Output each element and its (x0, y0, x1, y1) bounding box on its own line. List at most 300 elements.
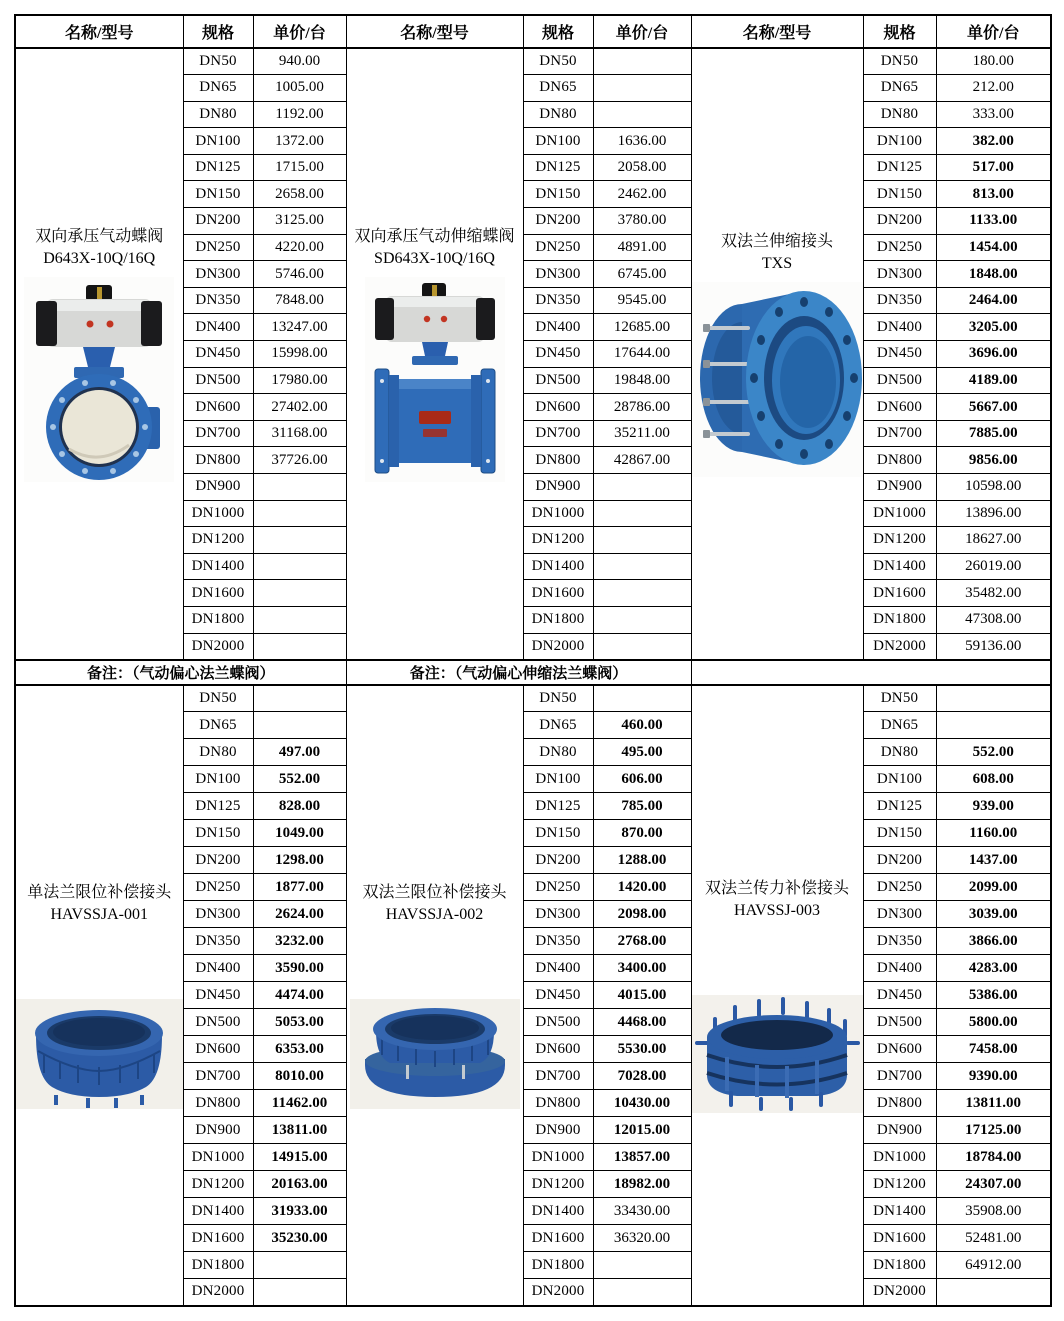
spec-cell: DN1000 (523, 1144, 593, 1171)
price-cell: 1298.00 (253, 847, 346, 874)
price-cell: 180.00 (936, 48, 1051, 75)
spec-cell: DN150 (183, 820, 253, 847)
spec-cell: DN150 (863, 820, 936, 847)
price-cell: 9856.00 (936, 447, 1051, 474)
price-cell: 2464.00 (936, 287, 1051, 314)
spec-cell: DN100 (183, 766, 253, 793)
spec-cell: DN600 (523, 1036, 593, 1063)
spec-cell: DN400 (863, 314, 936, 341)
price-cell: 12685.00 (593, 314, 691, 341)
price-cell: 1877.00 (253, 874, 346, 901)
spec-cell: DN1800 (183, 606, 253, 633)
price-cell: 2058.00 (593, 154, 691, 181)
price-cell (936, 712, 1051, 739)
price-cell (253, 474, 346, 501)
header-spec: 规格 (523, 15, 593, 48)
price-cell: 813.00 (936, 181, 1051, 208)
spec-cell: DN80 (863, 739, 936, 766)
product-name: 双法兰限位补偿接头 HAVSSJA-002 (362, 883, 507, 924)
price-cell: 35230.00 (253, 1225, 346, 1252)
spec-cell: DN1200 (183, 1171, 253, 1198)
price-cell: 33430.00 (593, 1198, 691, 1225)
spec-cell: DN300 (523, 261, 593, 288)
spec-cell: DN800 (183, 1090, 253, 1117)
price-cell: 24307.00 (936, 1171, 1051, 1198)
spec-cell: DN1000 (523, 500, 593, 527)
price-cell: 1160.00 (936, 820, 1051, 847)
spec-cell: DN1200 (863, 527, 936, 554)
table-row (15, 685, 1051, 712)
price-cell: 1049.00 (253, 820, 346, 847)
price-cell: 10598.00 (936, 474, 1051, 501)
spec-cell: DN200 (863, 847, 936, 874)
spec-cell: DN1200 (523, 527, 593, 554)
price-cell: 497.00 (253, 739, 346, 766)
spec-cell: DN1600 (523, 580, 593, 607)
spec-cell: DN400 (183, 955, 253, 982)
spec-cell: DN1400 (863, 1198, 936, 1225)
spec-cell: DN125 (523, 793, 593, 820)
header-price: 单价/台 (936, 15, 1051, 48)
spec-cell: DN300 (183, 901, 253, 928)
price-cell: 1715.00 (253, 154, 346, 181)
spec-cell: DN1600 (183, 580, 253, 607)
price-cell: 5667.00 (936, 394, 1051, 421)
price-cell: 35211.00 (593, 420, 691, 447)
spec-cell: DN125 (183, 793, 253, 820)
spec-cell: DN900 (523, 474, 593, 501)
price-cell: 15998.00 (253, 341, 346, 368)
price-cell (936, 1279, 1051, 1306)
price-cell: 13857.00 (593, 1144, 691, 1171)
spec-cell: DN600 (183, 394, 253, 421)
price-cell: 13896.00 (936, 500, 1051, 527)
product-image-double-flange-force-compensator (691, 995, 863, 1113)
spec-cell: DN250 (863, 234, 936, 261)
price-cell: 13811.00 (253, 1117, 346, 1144)
spec-cell: DN50 (863, 48, 936, 75)
spec-cell: DN2000 (523, 1279, 593, 1306)
spec-cell: DN800 (863, 447, 936, 474)
price-cell: 31933.00 (253, 1198, 346, 1225)
spec-cell: DN450 (183, 982, 253, 1009)
header-price: 单价/台 (253, 15, 346, 48)
spec-cell: DN250 (863, 874, 936, 901)
spec-cell: DN600 (523, 394, 593, 421)
spec-cell: DN400 (863, 955, 936, 982)
price-cell: 9390.00 (936, 1063, 1051, 1090)
price-cell: 52481.00 (936, 1225, 1051, 1252)
spec-cell: DN100 (863, 766, 936, 793)
price-cell: 1420.00 (593, 874, 691, 901)
price-cell: 4474.00 (253, 982, 346, 1009)
spec-cell: DN1600 (523, 1225, 593, 1252)
price-cell: 5530.00 (593, 1036, 691, 1063)
spec-cell: DN2000 (183, 1279, 253, 1306)
price-cell: 1636.00 (593, 128, 691, 155)
product-name: 单法兰限位补偿接头 HAVSSJA-001 (27, 883, 172, 924)
product-cell-double-flange-expansion-joint (691, 48, 863, 660)
spec-cell: DN600 (863, 394, 936, 421)
price-cell: 35908.00 (936, 1198, 1051, 1225)
price-cell: 9545.00 (593, 287, 691, 314)
price-cell: 333.00 (936, 101, 1051, 128)
price-cell: 47308.00 (936, 606, 1051, 633)
price-cell: 5746.00 (253, 261, 346, 288)
spec-cell: DN1600 (863, 580, 936, 607)
price-cell: 4468.00 (593, 1009, 691, 1036)
spec-cell: DN80 (523, 739, 593, 766)
price-cell: 13247.00 (253, 314, 346, 341)
price-cell: 8010.00 (253, 1063, 346, 1090)
price-cell: 6353.00 (253, 1036, 346, 1063)
spec-cell: DN1800 (863, 606, 936, 633)
product-image-pneumatic-telescopic-butterfly-valve (365, 277, 505, 482)
spec-cell: DN80 (183, 101, 253, 128)
spec-cell: DN65 (863, 75, 936, 102)
spec-cell: DN2000 (863, 1279, 936, 1306)
price-cell (593, 606, 691, 633)
spec-cell: DN200 (523, 208, 593, 235)
price-cell: 4220.00 (253, 234, 346, 261)
price-cell: 18982.00 (593, 1171, 691, 1198)
spec-cell: DN1000 (863, 500, 936, 527)
price-cell: 10430.00 (593, 1090, 691, 1117)
header-row (15, 15, 1051, 48)
spec-cell: DN700 (863, 1063, 936, 1090)
price-cell: 4283.00 (936, 955, 1051, 982)
price-cell (593, 553, 691, 580)
price-cell: 4189.00 (936, 367, 1051, 394)
price-cell: 1372.00 (253, 128, 346, 155)
price-cell: 870.00 (593, 820, 691, 847)
price-cell: 13811.00 (936, 1090, 1051, 1117)
price-cell: 1437.00 (936, 847, 1051, 874)
spec-cell: DN50 (523, 48, 593, 75)
spec-cell: DN200 (183, 847, 253, 874)
header-name: 名称/型号 (15, 15, 183, 48)
spec-cell: DN250 (183, 234, 253, 261)
price-cell: 495.00 (593, 739, 691, 766)
spec-cell: DN500 (863, 367, 936, 394)
price-cell: 2462.00 (593, 181, 691, 208)
price-cell: 6745.00 (593, 261, 691, 288)
spec-cell: DN100 (523, 128, 593, 155)
spec-cell: DN450 (863, 341, 936, 368)
price-cell: 7885.00 (936, 420, 1051, 447)
spec-cell: DN800 (523, 1090, 593, 1117)
price-cell: 17980.00 (253, 367, 346, 394)
price-cell: 42867.00 (593, 447, 691, 474)
spec-cell: DN350 (863, 287, 936, 314)
product-name: 双向承压气动蝶阀 D643X-10Q/16Q (35, 227, 164, 268)
price-cell (253, 606, 346, 633)
spec-cell: DN65 (183, 75, 253, 102)
spec-cell: DN900 (183, 474, 253, 501)
valve-price-table (14, 14, 1052, 1307)
price-cell (253, 685, 346, 712)
spec-cell: DN800 (863, 1090, 936, 1117)
table-row (15, 48, 1051, 75)
price-cell: 2768.00 (593, 928, 691, 955)
price-cell: 2624.00 (253, 901, 346, 928)
price-cell: 26019.00 (936, 553, 1051, 580)
spec-cell: DN65 (523, 75, 593, 102)
spec-cell: DN450 (863, 982, 936, 1009)
spec-cell: DN350 (863, 928, 936, 955)
price-cell: 2098.00 (593, 901, 691, 928)
spec-cell: DN700 (523, 1063, 593, 1090)
spec-cell: DN50 (863, 685, 936, 712)
spec-cell: DN600 (863, 1036, 936, 1063)
price-cell: 27402.00 (253, 394, 346, 421)
spec-cell: DN900 (183, 1117, 253, 1144)
price-cell: 3125.00 (253, 208, 346, 235)
price-cell: 3590.00 (253, 955, 346, 982)
spec-cell: DN1200 (523, 1171, 593, 1198)
spec-cell: DN200 (523, 847, 593, 874)
spec-cell: DN1800 (863, 1252, 936, 1279)
spec-cell: DN500 (863, 1009, 936, 1036)
spec-cell: DN350 (523, 287, 593, 314)
spec-cell: DN150 (523, 181, 593, 208)
spec-cell: DN500 (523, 1009, 593, 1036)
price-cell (593, 75, 691, 102)
spec-cell: DN65 (183, 712, 253, 739)
spec-cell: DN100 (183, 128, 253, 155)
header-price: 单价/台 (593, 15, 691, 48)
price-cell: 5386.00 (936, 982, 1051, 1009)
spec-cell: DN500 (183, 1009, 253, 1036)
spec-cell: DN250 (523, 874, 593, 901)
header-name: 名称/型号 (346, 15, 523, 48)
price-cell: 17644.00 (593, 341, 691, 368)
product-cell-single-flange-limit-compensator (15, 685, 183, 1306)
price-cell (593, 685, 691, 712)
spec-cell: DN80 (863, 101, 936, 128)
price-cell (593, 1252, 691, 1279)
price-cell (593, 101, 691, 128)
price-cell: 517.00 (936, 154, 1051, 181)
price-cell: 1133.00 (936, 208, 1051, 235)
price-cell: 552.00 (936, 739, 1051, 766)
spec-cell: DN250 (183, 874, 253, 901)
spec-cell: DN1400 (523, 553, 593, 580)
price-cell (253, 1279, 346, 1306)
price-cell: 5053.00 (253, 1009, 346, 1036)
price-cell: 4015.00 (593, 982, 691, 1009)
price-cell (253, 500, 346, 527)
price-cell: 11462.00 (253, 1090, 346, 1117)
spec-cell: DN80 (183, 739, 253, 766)
price-cell: 7848.00 (253, 287, 346, 314)
price-cell: 3205.00 (936, 314, 1051, 341)
spec-cell: DN1800 (183, 1252, 253, 1279)
price-cell (593, 474, 691, 501)
price-cell (593, 1279, 691, 1306)
remark-row (15, 660, 1051, 685)
price-cell: 1454.00 (936, 234, 1051, 261)
price-cell: 382.00 (936, 128, 1051, 155)
price-cell: 35482.00 (936, 580, 1051, 607)
spec-cell: DN400 (523, 314, 593, 341)
spec-cell: DN900 (863, 1117, 936, 1144)
spec-cell: DN200 (183, 208, 253, 235)
spec-cell: DN350 (183, 287, 253, 314)
price-cell: 3400.00 (593, 955, 691, 982)
price-cell: 19848.00 (593, 367, 691, 394)
product-cell-double-flange-force-compensator (691, 685, 863, 1306)
price-cell: 31168.00 (253, 420, 346, 447)
spec-cell: DN600 (183, 1036, 253, 1063)
spec-cell: DN900 (523, 1117, 593, 1144)
spec-cell: DN250 (523, 234, 593, 261)
spec-cell: DN1200 (863, 1171, 936, 1198)
price-cell: 1005.00 (253, 75, 346, 102)
spec-cell: DN1800 (523, 606, 593, 633)
price-cell: 59136.00 (936, 633, 1051, 660)
spec-cell: DN1000 (183, 1144, 253, 1171)
spec-cell: DN1400 (863, 553, 936, 580)
price-cell: 3866.00 (936, 928, 1051, 955)
spec-cell: DN150 (183, 181, 253, 208)
product-image-pneumatic-butterfly-valve (24, 277, 174, 482)
spec-cell: DN1000 (863, 1144, 936, 1171)
price-cell: 606.00 (593, 766, 691, 793)
price-cell (593, 527, 691, 554)
product-image-double-flange-limit-compensator (350, 999, 520, 1109)
price-cell: 7028.00 (593, 1063, 691, 1090)
remark-cell-middle: 备注：（气动偏心伸缩法兰蝶阀） (346, 660, 691, 685)
price-cell (593, 500, 691, 527)
spec-cell: DN125 (523, 154, 593, 181)
spec-cell: DN125 (863, 793, 936, 820)
price-cell: 1848.00 (936, 261, 1051, 288)
price-cell: 18784.00 (936, 1144, 1051, 1171)
spec-cell: DN300 (523, 901, 593, 928)
remark-cell-left: 备注：（气动偏心法兰蝶阀） (15, 660, 346, 685)
spec-cell: DN700 (183, 420, 253, 447)
price-cell: 5800.00 (936, 1009, 1051, 1036)
spec-cell: DN125 (863, 154, 936, 181)
product-name: 双法兰伸缩接头 TXS (720, 232, 833, 273)
product-cell-pneumatic-butterfly-valve (15, 48, 183, 660)
price-cell: 37726.00 (253, 447, 346, 474)
price-cell (593, 580, 691, 607)
price-cell: 3696.00 (936, 341, 1051, 368)
spec-cell: DN800 (523, 447, 593, 474)
price-cell: 608.00 (936, 766, 1051, 793)
price-cell (253, 580, 346, 607)
spec-cell: DN700 (863, 420, 936, 447)
header-name: 名称/型号 (691, 15, 863, 48)
spec-cell: DN2000 (863, 633, 936, 660)
price-cell: 828.00 (253, 793, 346, 820)
spec-cell: DN450 (523, 341, 593, 368)
price-cell: 1192.00 (253, 101, 346, 128)
spec-cell: DN2000 (523, 633, 593, 660)
spec-cell: DN400 (523, 955, 593, 982)
spec-cell: DN1400 (523, 1198, 593, 1225)
price-cell: 2658.00 (253, 181, 346, 208)
spec-cell: DN100 (523, 766, 593, 793)
spec-cell: DN1800 (523, 1252, 593, 1279)
spec-cell: DN300 (863, 901, 936, 928)
price-cell: 552.00 (253, 766, 346, 793)
product-image-double-flange-expansion-joint (691, 282, 863, 477)
price-cell: 3039.00 (936, 901, 1051, 928)
price-cell: 940.00 (253, 48, 346, 75)
price-cell: 785.00 (593, 793, 691, 820)
spec-cell: DN150 (523, 820, 593, 847)
price-cell: 17125.00 (936, 1117, 1051, 1144)
spec-cell: DN1000 (183, 500, 253, 527)
price-cell: 1288.00 (593, 847, 691, 874)
price-cell: 36320.00 (593, 1225, 691, 1252)
spec-cell: DN65 (523, 712, 593, 739)
price-cell (593, 633, 691, 660)
spec-cell: DN65 (863, 712, 936, 739)
price-cell (253, 712, 346, 739)
spec-cell: DN1600 (183, 1225, 253, 1252)
price-cell (936, 685, 1051, 712)
price-cell: 4891.00 (593, 234, 691, 261)
spec-cell: DN500 (183, 367, 253, 394)
price-cell: 28786.00 (593, 394, 691, 421)
spec-cell: DN300 (863, 261, 936, 288)
price-cell (253, 553, 346, 580)
spec-cell: DN80 (523, 101, 593, 128)
spec-cell: DN150 (863, 181, 936, 208)
price-cell: 12015.00 (593, 1117, 691, 1144)
spec-cell: DN700 (183, 1063, 253, 1090)
price-cell: 14915.00 (253, 1144, 346, 1171)
price-cell (593, 48, 691, 75)
spec-cell: DN800 (183, 447, 253, 474)
spec-cell: DN1600 (863, 1225, 936, 1252)
price-cell: 212.00 (936, 75, 1051, 102)
spec-cell: DN1400 (183, 553, 253, 580)
spec-cell: DN1200 (183, 527, 253, 554)
price-cell: 2099.00 (936, 874, 1051, 901)
price-cell (253, 633, 346, 660)
price-cell (253, 1252, 346, 1279)
price-cell: 20163.00 (253, 1171, 346, 1198)
spec-cell: DN200 (863, 208, 936, 235)
spec-cell: DN100 (863, 128, 936, 155)
spec-cell: DN500 (523, 367, 593, 394)
product-name: 双法兰传力补偿接头 HAVSSJ-003 (704, 879, 849, 920)
remark-cell-right (691, 660, 1051, 685)
price-cell: 3780.00 (593, 208, 691, 235)
spec-cell: DN450 (183, 341, 253, 368)
spec-cell: DN2000 (183, 633, 253, 660)
spec-cell: DN350 (183, 928, 253, 955)
product-cell-double-flange-limit-compensator (346, 685, 523, 1306)
spec-cell: DN400 (183, 314, 253, 341)
price-cell: 64912.00 (936, 1252, 1051, 1279)
price-cell: 939.00 (936, 793, 1051, 820)
spec-cell: DN50 (183, 685, 253, 712)
price-cell: 3232.00 (253, 928, 346, 955)
spec-cell: DN1400 (183, 1198, 253, 1225)
spec-cell: DN900 (863, 474, 936, 501)
price-cell: 460.00 (593, 712, 691, 739)
price-cell (253, 527, 346, 554)
product-image-single-flange-limit-compensator (15, 999, 183, 1109)
product-name: 双向承压气动伸缩蝶阀 SD643X-10Q/16Q (354, 227, 515, 268)
spec-cell: DN50 (183, 48, 253, 75)
